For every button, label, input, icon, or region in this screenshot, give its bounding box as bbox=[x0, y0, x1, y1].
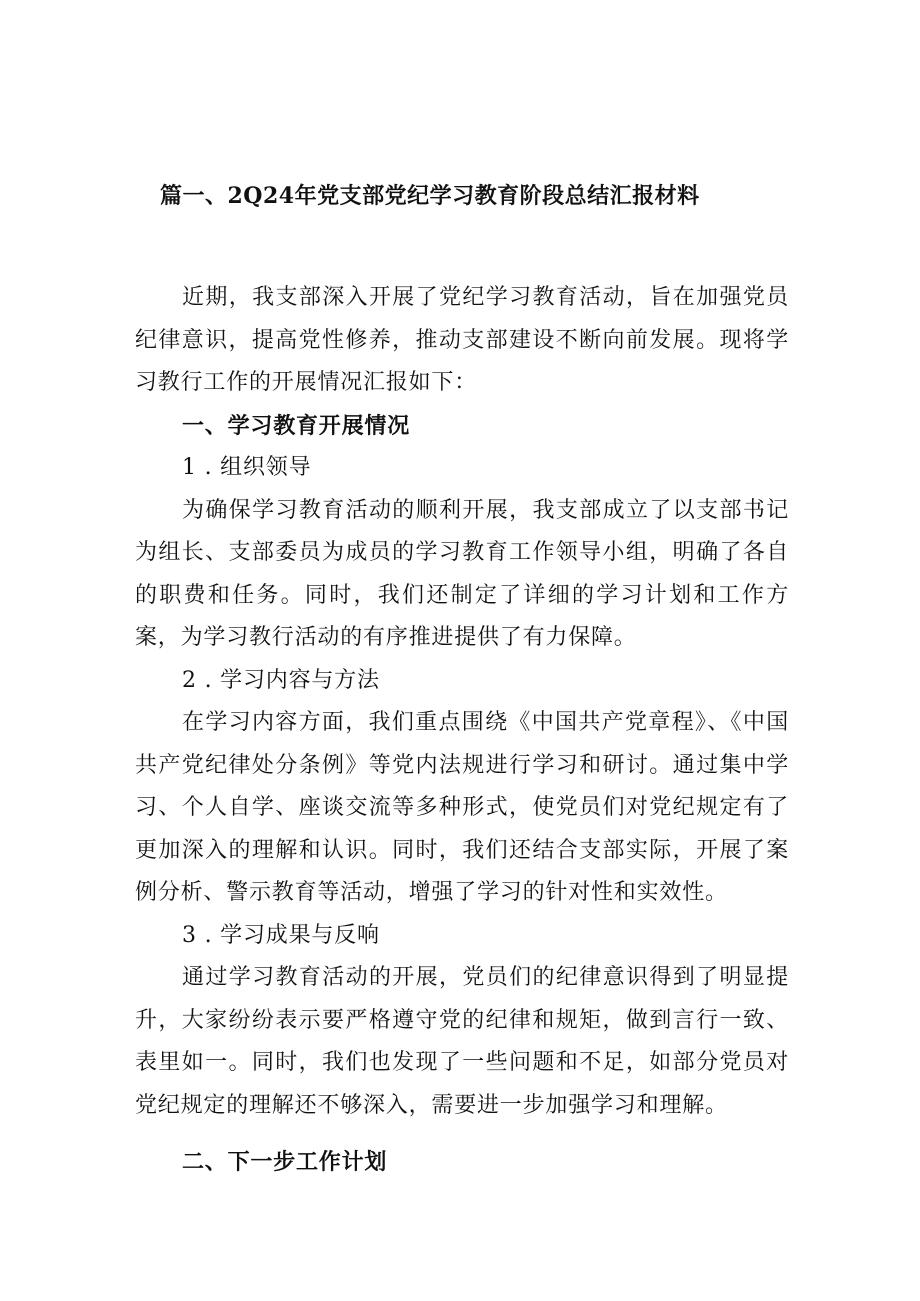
subsection-title-3: 3 . 学习成果与反响 bbox=[182, 922, 380, 948]
subsection-paragraph-2: 在学习内容方面，我们重点围绕《中国共产党章程》、《中国共产党纪律处分条例》等党内法规进行学习和研讨。通过集中学习、个人自学、座谈交流等多种形式，使党员们对党纪规定有了更加深入的理解和认识。同时，我们还结合支部实际，开展了案例分析、警示教育等活动，增强了学习的针对性和实效性。 bbox=[135, 710, 789, 905]
subsection-paragraph-1: 为确保学习教育活动的顺利开展，我支部成立了以支部书记为组长、支部委员为成员的学习教育工作领导小组，明确了各自的职费和任务。同时，我们还制定了详细的学习计划和工作方案，为学习教行活动的有序推进提供了有力保障。 bbox=[135, 497, 789, 650]
document-body bbox=[135, 277, 789, 1184]
intro-paragraph: 近期，我支部深入开展了党纪学习教育活动，旨在加强党员纪律意识，提高党性修养，推动支部建设不断向前发展。现将学习教行工作的开展情况汇报如下： bbox=[135, 285, 789, 395]
document-title: 篇一、2Q24年党支部党纪学习教育阶段总结汇报材料 bbox=[160, 183, 700, 209]
section-heading-2: 二、下一步工作计划 bbox=[182, 1149, 388, 1175]
section-heading-1: 一、学习教育开展情况 bbox=[182, 412, 411, 439]
subsection-title-2: 2 . 学习内容与方法 bbox=[182, 667, 380, 693]
subsection-title-1: 1 . 组织领导 bbox=[182, 455, 312, 480]
subsection-paragraph-3: 通过学习教育活动的开展，党员们的纪律意识得到了明显提升，大家纷纷表示要严格遵守党的纪律和规矩，做到言行一致、表里如一。同时，我们也发现了一些问题和不足，如部分党员对党纪规定的理解还不够深入，需要进一步加强学习和理解。 bbox=[135, 965, 789, 1118]
